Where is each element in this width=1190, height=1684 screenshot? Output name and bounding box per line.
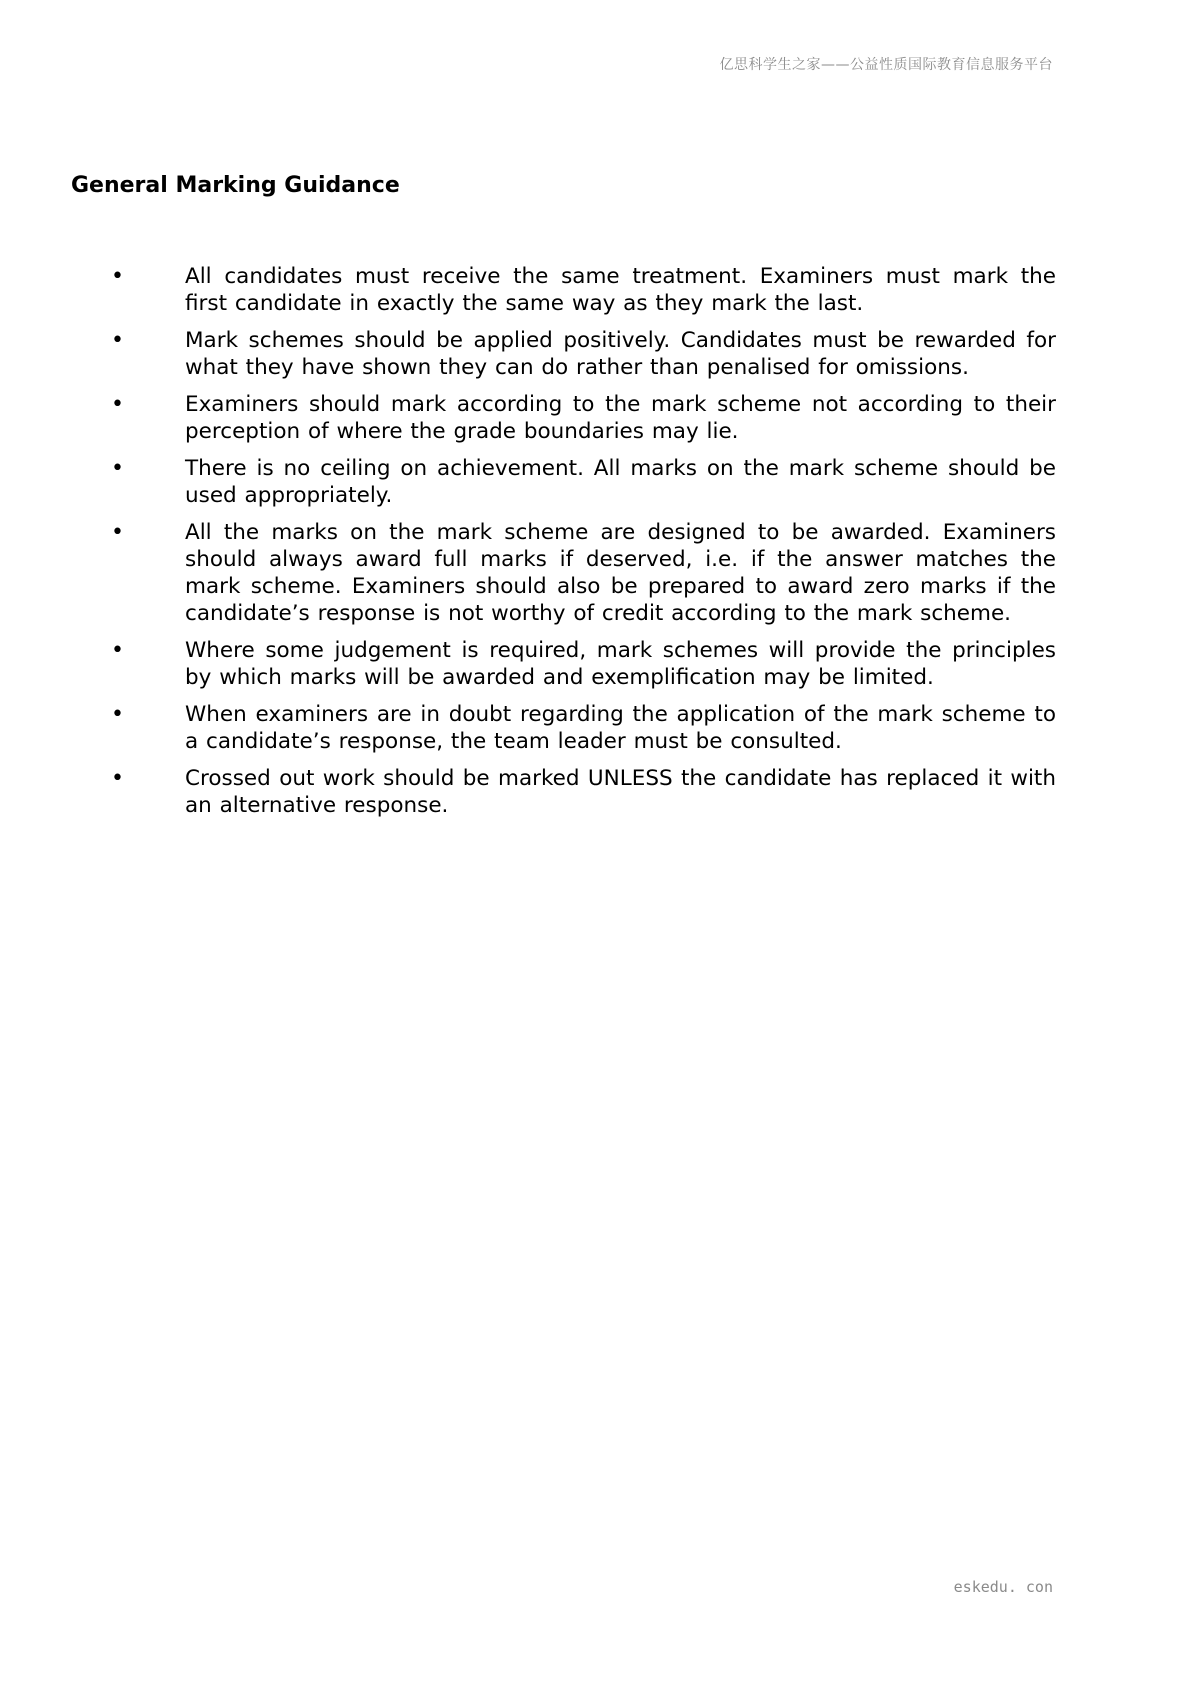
- list-item-text: All candidates must receive the same treatment. Examiners must mark the first candidate in exactly the same way as they mark the last.: [185, 264, 1056, 316]
- bullet-icon: •: [111, 638, 124, 663]
- list-item-text: When examiners are in doubt regarding the application of the mark scheme to a candidate’s response, the team leader must be consulted.: [185, 702, 1056, 754]
- list-item-text: Examiners should mark according to the mark scheme not according to their perception of where the grade boundaries may lie.: [185, 392, 1056, 444]
- bullet-icon: •: [111, 520, 124, 545]
- list-item-text: All the marks on the mark scheme are designed to be awarded. Examiners should always award full marks if deserved, i.e. if the answer matches the mark scheme. Examiners should also be prepared to award zero marks if the candidate’s response is not worthy of credit according to the mark scheme.: [185, 520, 1056, 626]
- list-item: [0, 765, 1190, 819]
- bullet-icon: •: [111, 766, 124, 791]
- list-item-text: Crossed out work should be marked UNLESS the candidate has replaced it with an alternative response.: [185, 766, 1056, 818]
- list-item: [0, 519, 1190, 627]
- list-item: [0, 263, 1190, 317]
- list-item-text: Mark schemes should be applied positively. Candidates must be rewarded for what they have shown they can do rather than penalised for omissions.: [185, 328, 1056, 380]
- guidance-list: [0, 263, 1190, 829]
- bullet-icon: •: [111, 264, 124, 289]
- list-item-text: Where some judgement is required, mark schemes will provide the principles by which marks will be awarded and exemplification may be limited.: [185, 638, 1056, 690]
- list-item-text: There is no ceiling on achievement. All marks on the mark scheme should be used appropriately.: [185, 456, 1056, 508]
- page-header: 亿思科学生之家——公益性质国际教育信息服务平台: [719, 57, 1053, 73]
- list-item: [0, 327, 1190, 381]
- list-item: [0, 391, 1190, 445]
- list-item: [0, 701, 1190, 755]
- page-footer: eskedu. con: [953, 1578, 1053, 1596]
- bullet-icon: •: [111, 328, 124, 353]
- list-item: [0, 637, 1190, 691]
- bullet-icon: •: [111, 392, 124, 417]
- bullet-icon: •: [111, 702, 124, 727]
- list-item: [0, 455, 1190, 509]
- page-title: General Marking Guidance: [71, 173, 400, 198]
- bullet-icon: •: [111, 456, 124, 481]
